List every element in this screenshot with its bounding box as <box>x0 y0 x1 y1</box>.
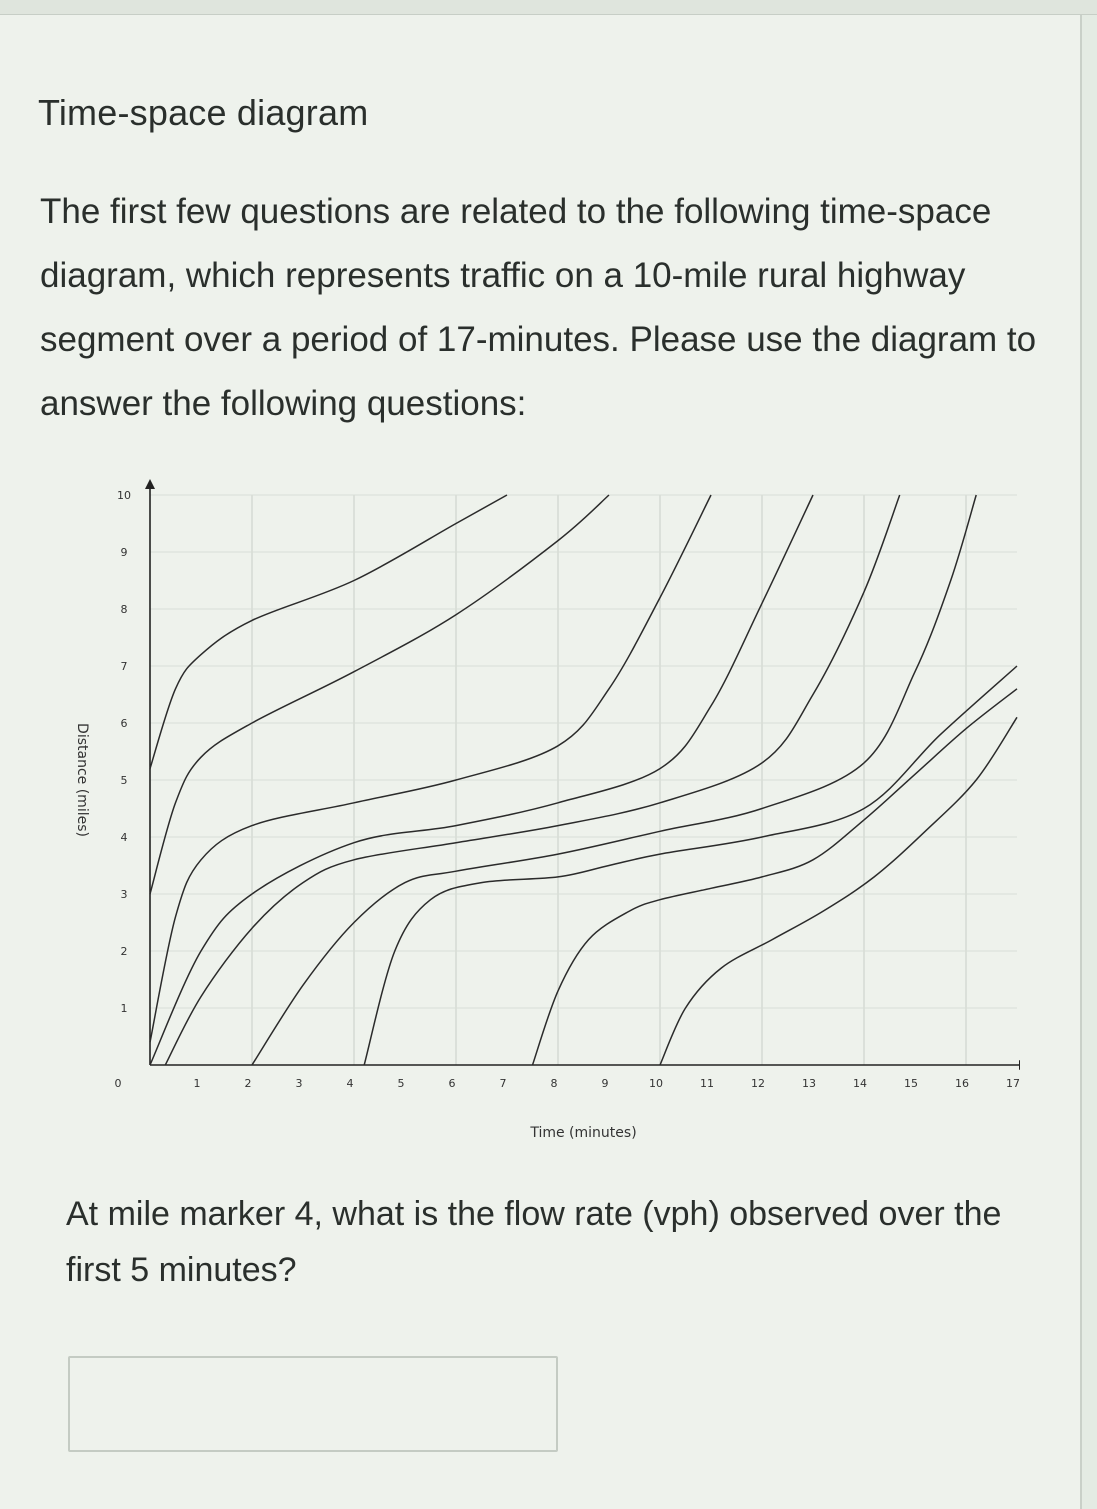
x-tick-label: 8 <box>550 1077 558 1090</box>
intro-text: The first few questions are related to the following time-space diagram, which represents traffic on a 10-mile rural highway segment over a period of 17-minutes. Please use the diagram to answer the following questions: <box>40 192 1037 423</box>
x-tick-label: 7 <box>499 1077 507 1090</box>
vehicle-trajectory-line <box>660 717 1017 1065</box>
vehicle-trajectory-line <box>364 666 1017 1065</box>
y-tick-label: 6 <box>120 717 128 730</box>
x-tick-label: 13 <box>802 1077 816 1090</box>
y-tick-label: 10 <box>117 489 131 502</box>
x-tick-label: 3 <box>295 1077 303 1090</box>
x-tick-label: 6 <box>448 1077 456 1090</box>
x-tick-label: 16 <box>955 1077 969 1090</box>
chart-axes <box>145 479 1020 1070</box>
y-tick-label: 5 <box>120 774 128 787</box>
y-tick-label: 7 <box>120 660 128 673</box>
chart-grid <box>150 495 1017 1065</box>
y-tick-label: 8 <box>120 603 128 616</box>
x-tick-label: 4 <box>346 1077 354 1090</box>
x-tick-label: 1 <box>193 1077 201 1090</box>
chart-ticks <box>115 489 1021 1090</box>
vehicle-trajectory-line <box>150 495 711 1042</box>
x-tick-label: 5 <box>397 1077 405 1090</box>
y-axis-arrow <box>145 479 155 489</box>
question-text: At mile marker 4, what is the flow rate (vph) observed over the first 5 minutes? <box>66 1195 1002 1289</box>
x-tick-label: 2 <box>244 1077 252 1090</box>
x-axis-arrow <box>1019 1060 1020 1070</box>
y-tick-label: 3 <box>120 888 128 901</box>
vehicle-trajectory-line <box>150 495 609 894</box>
y-tick-label: 4 <box>120 831 128 844</box>
page-title: Time-space diagram <box>38 92 369 133</box>
vehicle-trajectory-line <box>150 495 507 769</box>
x-tick-label: 0 <box>114 1077 122 1090</box>
x-tick-label: 9 <box>601 1077 609 1090</box>
y-tick-label: 1 <box>120 1002 128 1015</box>
x-tick-label: 15 <box>904 1077 918 1090</box>
top-divider <box>0 0 1097 15</box>
y-tick-label: 2 <box>120 945 128 958</box>
x-axis-label: Time (minutes) <box>530 1125 637 1141</box>
vehicle-trajectory-line <box>533 689 1018 1065</box>
y-tick-label: 9 <box>120 546 128 559</box>
x-tick-label: 14 <box>853 1077 867 1090</box>
x-tick-label: 11 <box>700 1077 714 1090</box>
x-tick-label: 10 <box>649 1077 663 1090</box>
time-space-diagram <box>60 470 1020 1170</box>
x-tick-label: 12 <box>751 1077 765 1090</box>
answer-input[interactable] <box>68 1356 558 1452</box>
x-tick-label: 17 <box>1006 1077 1020 1090</box>
y-axis-label: Distance (miles) <box>74 723 90 837</box>
